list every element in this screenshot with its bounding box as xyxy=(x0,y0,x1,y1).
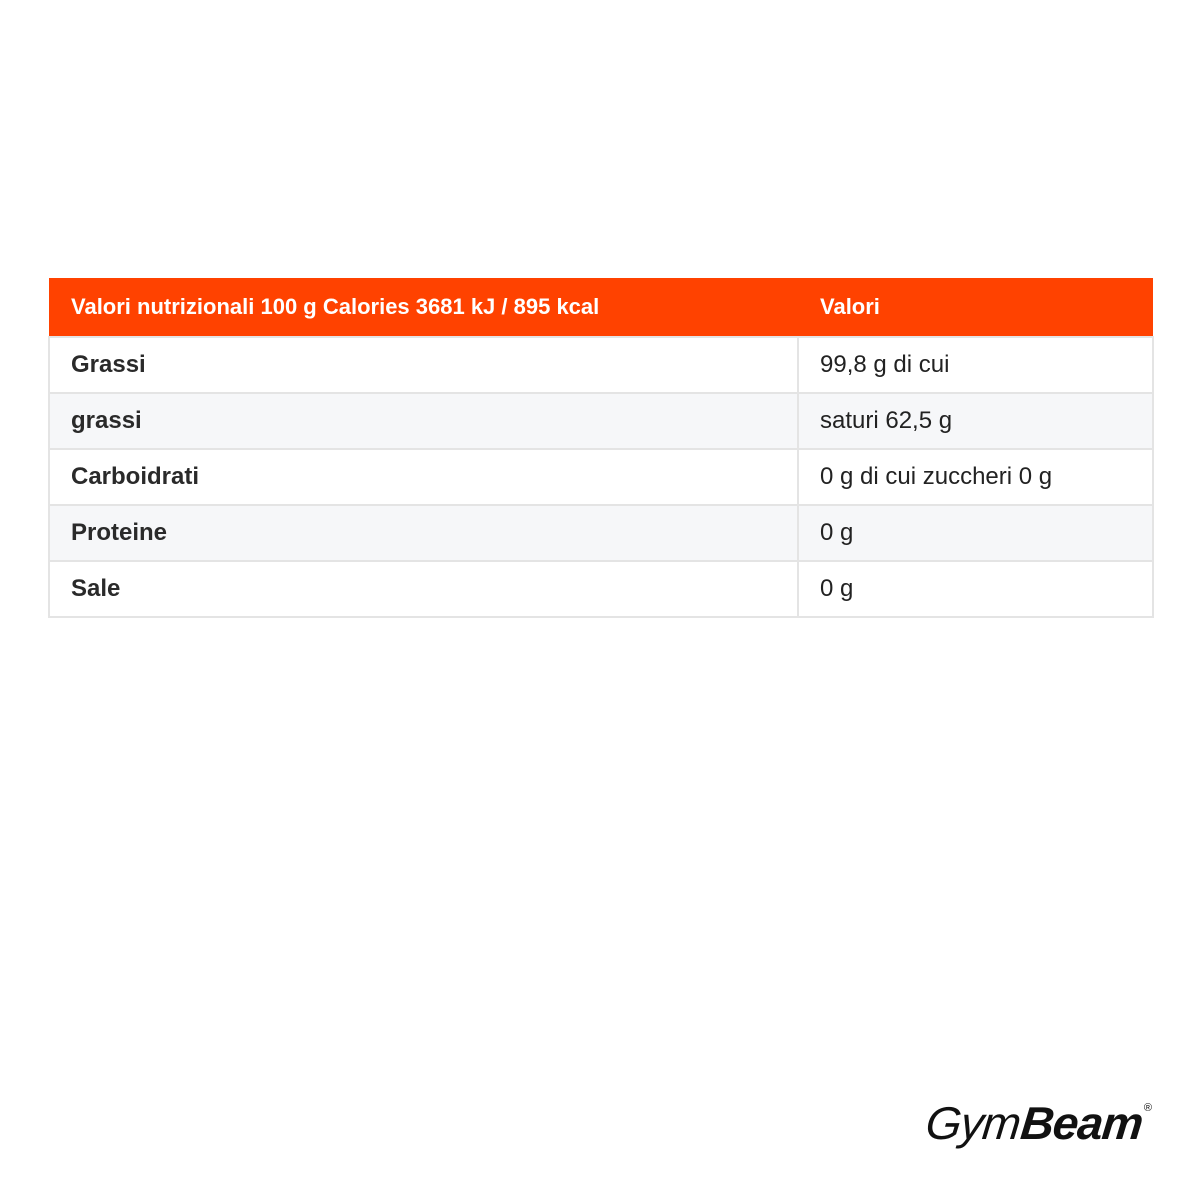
table-row xyxy=(49,561,1153,617)
table-header-row xyxy=(49,278,1153,337)
header-values: Valori xyxy=(820,294,880,319)
header-nutrition-values: Valori nutrizionali 100 g Calories 3681 kJ / 895 kcal xyxy=(71,294,600,319)
row-value: 0 g xyxy=(798,561,1153,617)
brand-logo-gym: Gym xyxy=(923,1097,1024,1149)
row-label: Proteine xyxy=(49,505,798,561)
row-label: Grassi xyxy=(49,337,798,393)
row-label: Sale xyxy=(49,561,798,617)
table-row xyxy=(49,337,1153,393)
row-label: Carboidrati xyxy=(49,449,798,505)
brand-logo xyxy=(923,1096,1152,1156)
table-row xyxy=(49,505,1153,561)
registered-mark: ® xyxy=(1143,1102,1152,1114)
nutrition-table xyxy=(48,278,1154,618)
table-row xyxy=(49,449,1153,505)
row-value: 99,8 g di cui xyxy=(798,337,1153,393)
brand-logo-beam: Beam xyxy=(1017,1097,1145,1149)
row-label: grassi xyxy=(49,393,798,449)
row-value: 0 g di cui zuccheri 0 g xyxy=(798,449,1153,505)
table-row xyxy=(49,393,1153,449)
row-value: 0 g xyxy=(798,505,1153,561)
row-value: saturi 62,5 g xyxy=(798,393,1153,449)
